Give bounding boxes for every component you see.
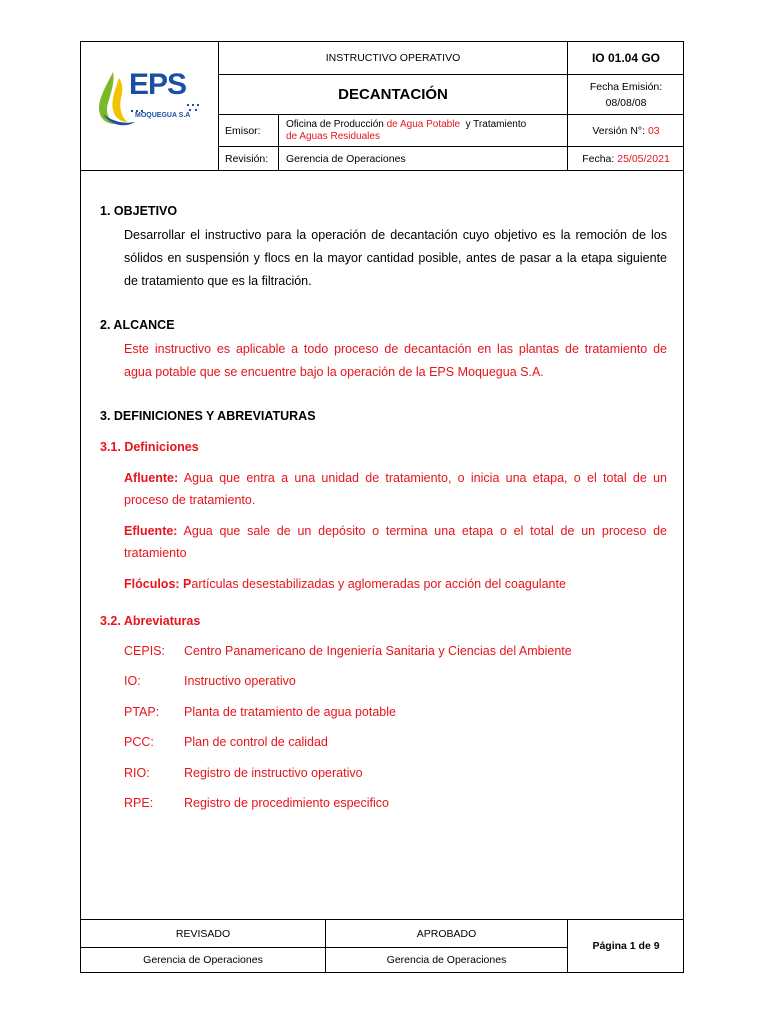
doc-code: IO 01.04 GO (591, 51, 661, 65)
section-2-title: 2. ALCANCE (100, 318, 175, 332)
section-3-2-title: 3.2. Abreviaturas (100, 614, 201, 628)
logo-subtext: MOQUEGUA S.A (135, 112, 191, 119)
emisor-value (286, 115, 566, 146)
page-number: Página 1 de 9 (592, 940, 660, 952)
header-table (80, 41, 684, 171)
aprobado-value: Gerencia de Operaciones (386, 954, 507, 966)
section-1-title: 1. OBJETIVO (100, 204, 178, 218)
doc-title: DECANTACIÓN (338, 86, 448, 103)
s1-line-2: sólidos en suspensión y flocs en la mayor cantidad posible, antes de pasar a la etapa siguiente (124, 251, 667, 265)
floculos-rest: artículas desestabilizadas y aglomeradas por acción del coagulante (191, 577, 566, 591)
footer-table (80, 919, 684, 973)
s1-line-1: Desarrollar el instructivo para la operación de decantación cuyo objetivo es la remoción de los (124, 228, 667, 242)
floculos-term: Flóculos: P (124, 577, 192, 591)
s2-line-2: agua potable que se encuentre bajo la operación de la EPS Moquegua S.A. (124, 365, 544, 379)
version-label: Versión N°: (592, 124, 648, 137)
s2-line-1: Este instructivo es aplicable a todo proceso de decantación en las plantas de tratamiento de (124, 342, 667, 356)
doc-type: INSTRUCTIVO OPERATIVO (325, 52, 461, 64)
fecha-cell (568, 147, 684, 170)
aprobado-label: APROBADO (416, 927, 477, 940)
revision-label: Revisión: (225, 152, 269, 165)
fecha-emision-cell (568, 75, 684, 114)
def-afluente (124, 467, 667, 511)
abbr-desc: Instructivo operativo (184, 674, 296, 688)
section-2-body (124, 338, 667, 384)
fecha-emision-label: Fecha Emisión: (589, 80, 663, 93)
abbr-term: CEPIS: (124, 644, 165, 658)
abbr-term: RIO: (124, 766, 150, 780)
section-3-title: 3. DEFINICIONES Y ABREVIATURAS (100, 409, 316, 423)
fecha-emision-value: 08/08/08 (605, 96, 647, 109)
revision-value: Gerencia de Operaciones (286, 152, 406, 165)
eps-logo (91, 64, 211, 134)
abbr-term: IO: (124, 674, 141, 688)
emisor-part1: Oficina de Producción (286, 118, 387, 130)
efluente-line-1: Agua que sale de un depósito o termina una etapa o el total de un proceso de (177, 524, 667, 538)
def-efluente (124, 520, 667, 564)
abbr-desc: Centro Panamericano de Ingeniería Sanitaria y Ciencias del Ambiente (184, 644, 572, 658)
abbr-term: RPE: (124, 796, 154, 810)
emisor-part2: de Agua Potable (386, 118, 461, 130)
abbr-term: PCC: (124, 735, 154, 749)
afluente-line-1: Agua que entra a una unidad de tratamiento, o inicia una etapa, o el total de un (178, 471, 667, 485)
fecha-value: 25/05/2021 (617, 152, 670, 165)
version-value: 03 (647, 124, 660, 137)
emisor-part3: y Tratamiento (460, 118, 527, 130)
emisor-part4: de Aguas Residuales (286, 130, 380, 142)
revisado-label: REVISADO (175, 927, 231, 940)
abbr-desc: Plan de control de calidad (184, 735, 328, 749)
efluente-term: Efluente: (124, 524, 178, 538)
logo-text: EPS (129, 68, 187, 101)
abbr-desc: Planta de tratamiento de agua potable (184, 705, 396, 719)
efluente-line-2: tratamiento (124, 546, 187, 560)
abbr-desc: Registro de instructivo operativo (184, 766, 363, 780)
section-1-body (124, 224, 667, 293)
revisado-value: Gerencia de Operaciones (143, 954, 263, 966)
afluente-term: Afluente: (124, 471, 179, 485)
list-item (124, 644, 165, 658)
emisor-label: Emisor: (225, 124, 261, 137)
version-cell (568, 115, 684, 146)
section-3-1-title: 3.1. Definiciones (100, 440, 199, 454)
afluente-line-2: proceso de tratamiento. (124, 493, 256, 507)
def-floculos (124, 573, 667, 595)
abbr-term: PTAP: (124, 705, 160, 719)
fecha-label: Fecha: (582, 152, 618, 165)
s1-line-3: de tratamiento que es la filtración. (124, 274, 312, 288)
abbr-desc: Registro de procedimiento especifico (184, 796, 389, 810)
